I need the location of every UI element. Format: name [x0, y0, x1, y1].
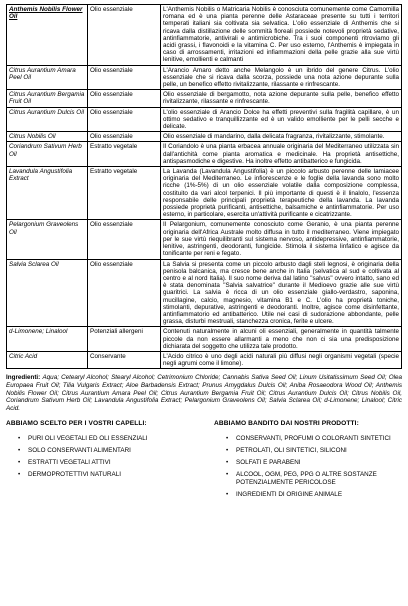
ingredients-table [6, 4, 402, 369]
ingredient-name: Citrus Aurantium Dulcis Oil [7, 107, 88, 132]
list-item: • DERMOPROTETTIVI NATURALI [28, 471, 194, 479]
table-row [7, 167, 402, 220]
ingredient-type: Potenziali allergeni [88, 327, 161, 352]
ingredient-description: L'Anthemis Nobilis o Matricaria Nobilis è conosciuta comunemente come Camomilla romana ed è una pianta perenne delle Astaraceae presente su tutti i territori temperati italiani sia coltivata sia selvatica. L'olio essenziale di Anthemis che si ricava dalla distillazione delle sommità floreali possiede notevoli proprietà sedative, antinfiammatorie, antivirali e antimicrobiche. Tra i suoi componenti ritroviamo gli acidi grassi, i flavonoidi e la vitamina C. Per uso esterno, l'Anthemis è impiegata in caso di arrossamenti, irritazioni ed infiammazioni della pelle grazie alla sue virtù lenitive, emollienti e calmanti [161, 5, 402, 66]
ingredient-name: Lavandula Angustifolia Extract [7, 167, 88, 220]
table-row [7, 351, 402, 368]
ingredients-list [6, 374, 402, 412]
ingredient-type: Olio essenziale [88, 65, 161, 90]
ingredient-name: Citrus Aurantium Amara Peel Oil [7, 65, 88, 90]
chosen-title: ABBIAMO SCELTO PER I VOSTRI CAPELLI: [6, 420, 147, 428]
list-item: • SOLFATI E PARABENI [236, 459, 402, 467]
banned-title: ABBIAMO BANDITO DAI NOSTRI PRODOTTI: [214, 420, 359, 428]
ingredient-type: Olio essenziale [88, 107, 161, 132]
ingredient-name: Citrus Nobilis Oil [7, 132, 88, 142]
ingredient-description: La Salvia si presenta come un piccolo arbusto dagli steli legnosi, è originaria della penisola balcanica, ma cresce bene anche in Italia (selvatica al sud e coltivata al centro e al nord Italia). Il suo nome deriva dal latino "salvus" ovvero intatto, sano ed è stata denominata "Salvia salvatrice" durante il Medioevo grazie alle sue virtù guaritrici. La salvia è ricca di un olio essenziale giallo-verdastro, saponina, mucillagine, calcio, magnesio, vitamina B1 e C. L'olio ha proprietà toniche, stimolanti, depurative, astringenti e deodoranti. Inoltre, agisce come disinfettante, antinfiammatorio ed antibatterico. Utile nei casi di sudorazione abbondante, pelle grassa, disturbi mestruali, stanchezza cronica, ferite e ulcere. [161, 259, 402, 327]
banned-list [214, 435, 402, 499]
ingredient-description: Il Pelargonium, comunemente conosciuto come Geranio, è una pianta perenne originaria dell'Africa Australe molto diffusa in tutto il mediterraneo. Viene impiegato per le sue virtù riequilibranti sul sistema nervoso, antidepressive, antinfiammatorie, lenitive, astringenti, deodoranti, fungicide. Stimola il sistema linfatico e agisce da tonificante per reni e fegato. [161, 220, 402, 259]
ingredient-name: Citrus Aurantium Bergamia Fruit Oil [7, 90, 88, 107]
table-row [7, 142, 402, 167]
list-item: • INGREDIENTI DI ORIGINE ANIMALE [236, 491, 402, 499]
ingredient-type: Olio essenziale [88, 220, 161, 259]
table-row [7, 5, 402, 66]
ingredient-description: Olio essenziale di mandarino, dalla delicata fragranza, rivitalizzante, stimolante. [161, 132, 402, 142]
list-item: • PURI OLI VEGETALI ED OLI ESSENZIALI [28, 435, 194, 443]
ingredient-description: Il Coriandolo è una pianta erbacea annuale originaria del Mediterraneo utilizzata sin dall'antichità come pianta aromatica e medicinale. Ha proprietà antisettiche, antispasmodiche e digestive. Ha inoltre effetto antibatterico e fungicida. [161, 142, 402, 167]
list-item: • SOLO CONSERVANTI ALIMENTARI [28, 447, 194, 455]
ingredient-type: Olio essenziale [88, 259, 161, 327]
ingredient-description: L'olio essenziale di Arancio Dolce ha effetti preventivi sulla fragilità capillare, è un ottimo sedativo e tranquillizzante ed è un valido emolliente per le pelli secche e delicate. [161, 107, 402, 132]
ingredient-description: La Lavanda (Lavandula Angustifolia) è un piccolo arbusto perenne delle lamiacee originaria del Mediterraneo. Le infiorescenze e le foglie della lavanda sono molto ricche (1%-5%) di un olio essenziale volatile dalla composizione complessa, costituito da vari alcol terpenici. Il più importante di questi è il linalolo, l'essenza responsabile delle principali proprietà terapeutiche della lavanda. La lavanda possiede proprietà purificanti, antisettiche, balsamiche e antinfiammatorie. Per uso esterno, in particolare, esercita un'attività purificante e cicatrizzante. [161, 167, 402, 220]
table-row [7, 132, 402, 142]
list-item: • ALCOOL, OGM, PEG, PPG O ALTRE SOSTANZE POTENZIALMENTE PERICOLOSE [236, 471, 402, 487]
claims [6, 420, 402, 503]
ingredient-description: Contenuti naturalmente in alcuni oli essenziali, generalmente in quantità talmente piccole da non essere allarmanti a meno che non ci sia una predisposizione dichiarata del soggetto che utilizza tale prodotto. [161, 327, 402, 352]
table-row [7, 327, 402, 352]
ingredient-name: Anthemis Nobilis Flower Oil [7, 5, 88, 66]
ingredient-type: Olio essenziale [88, 5, 161, 66]
ingredient-type: Conservante [88, 351, 161, 368]
list-item: • CONSERVANTI, PROFUMI O COLORANTI SINTETICI [236, 435, 402, 443]
ingredient-type: Olio essenziale [88, 90, 161, 107]
list-item: • PETROLATI, OLI SINTETICI, SILICONI [236, 447, 402, 455]
chosen-column [6, 420, 194, 503]
table-row [7, 107, 402, 132]
ingredients-text: Aqua; Cetearyl Alcohol; Stearyl Alcohol; Cetrimonium Chloride; Cannabis Sativa Seed Oil; Linum Usitatissimum Seed Oil; Olea Europaea Fruit Oil; Tilia Vulgaris Extract; Aloe Barbadensis Extract; Prunus Amygdalus Dulcis Oil; Aniba Rosaeodora Wood Oil; Anthemis Nobilis Flower Oil; Citrus Aurantium Amara Peel Oil; Citrus Aurantium Bergamia Fruit Oil; Citrus Aurantium Dulcis Oil; Citrus Nobilis Oil, Coriandrum Sativum Herb Oil; Lavandula Angustifolia Extract; Pelargonium Graveolens Oil; Salvia Sclarea Oil; d-Limonene; Linalool; Citric Acid. [6, 374, 403, 412]
ingredient-name: d-Limonene; Linalool [7, 327, 88, 352]
table-row [7, 220, 402, 259]
table-row [7, 259, 402, 327]
chosen-list [6, 435, 194, 479]
list-item: • ESTRATTI VEGETALI ATTIVI [28, 459, 194, 467]
ingredients-label: Ingredienti: [6, 374, 41, 382]
table-row [7, 90, 402, 107]
ingredient-description: L'Arancio Amaro detto anche Melangolo è un ibrido del genere Citrus. L'olio essenziale che si ricava dalla scorza, possiede una nota azione depurante sulla pelle, un benefico effetto rivitalizzante, rilassante e rinfrescante. [161, 65, 402, 90]
ingredient-description: L'Acido citrico è uno degli acidi naturali più diffusi negli organismi vegetali (specie negli agrumi come il limone). [161, 351, 402, 368]
table-row [7, 65, 402, 90]
ingredient-type: Estratto vegetale [88, 167, 161, 220]
ingredient-name: Salvia Sclarea Oil [7, 259, 88, 327]
ingredient-name: Citric Acid [7, 351, 88, 368]
ingredient-type: Estratto vegetale [88, 142, 161, 167]
ingredient-description: Olio essenziale di bergamotto, nota azione depurante sulla pelle, benefico effetto rivitalizzante, rilassante e rinfrescante. [161, 90, 402, 107]
ingredient-name: Coriandrum Sativum Herb Oil [7, 142, 88, 167]
ingredient-name: Pelargonium Graveolens Oil [7, 220, 88, 259]
ingredient-type: Olio essenziale [88, 132, 161, 142]
banned-column [214, 420, 402, 503]
